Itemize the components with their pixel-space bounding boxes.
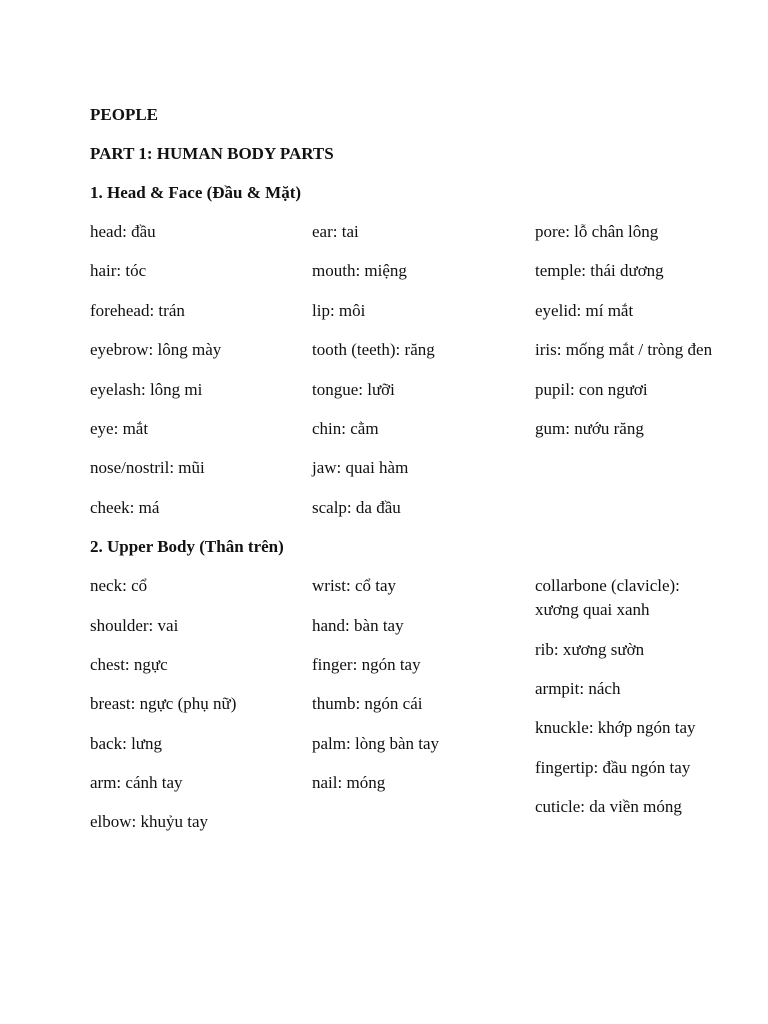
vocab-item: breast: ngực (phụ nữ): [90, 694, 237, 714]
vocab-item: eye: mắt: [90, 418, 149, 438]
vocab-column: [90, 220, 312, 535]
vocab-column: [90, 574, 312, 850]
vocab-grid-head-face: [90, 220, 730, 535]
vocab-column: [312, 220, 535, 535]
vocab-item: elbow: khuỷu tay: [90, 812, 209, 832]
vocab-item: hair: tóc: [90, 261, 147, 281]
vocab-item: jaw: quai hàm: [312, 458, 409, 478]
vocab-item: neck: cổ: [90, 576, 148, 596]
vocab-item: eyelash: lông mi: [90, 379, 203, 399]
vocab-item: collarbone (clavicle): xương quai xanh: [535, 576, 680, 620]
vocab-item: forehead: trán: [90, 300, 185, 320]
vocab-item: iris: mống mắt / tròng đen: [535, 340, 713, 360]
vocab-item: wrist: cổ tay: [312, 576, 397, 596]
vocab-column: [535, 574, 715, 834]
document-title: PEOPLE: [90, 105, 159, 124]
vocab-item: arm: cánh tay: [90, 773, 183, 793]
vocab-item: head: đầu: [90, 222, 156, 241]
vocab-item: palm: lòng bàn tay: [312, 733, 440, 753]
document-page: [90, 103, 730, 850]
part-title: PART 1: HUMAN BODY PARTS: [90, 144, 334, 163]
vocab-item: nail: móng: [312, 773, 386, 793]
vocab-item: lip: môi: [312, 300, 366, 320]
vocab-item: shoulder: vai: [90, 615, 179, 635]
vocab-item: chin: cằm: [312, 418, 379, 438]
vocab-item: back: lưng: [90, 733, 163, 753]
vocab-item: chest: ngực: [90, 654, 168, 674]
vocab-item: cheek: má: [90, 497, 160, 517]
vocab-item: eyelid: mí mắt: [535, 300, 634, 320]
vocab-grid-upper-body: [90, 574, 730, 850]
vocab-item: fingertip: đầu ngón tay: [535, 757, 691, 777]
vocab-item: rib: xương sườn: [535, 639, 645, 659]
vocab-item: tooth (teeth): răng: [312, 340, 435, 360]
vocab-item: thumb: ngón cái: [312, 694, 423, 714]
section-heading-upper-body: 2. Upper Body (Thân trên): [90, 537, 284, 557]
vocab-item: pupil: con ngươi: [535, 379, 648, 399]
vocab-column: [312, 574, 535, 810]
vocab-item: eyebrow: lông mày: [90, 340, 222, 360]
vocab-item: armpit: nách: [535, 678, 621, 698]
vocab-item: scalp: da đầu: [312, 497, 401, 517]
vocab-item: knuckle: khớp ngón tay: [535, 718, 696, 738]
vocab-item: gum: nướu răng: [535, 418, 644, 438]
vocab-item: cuticle: da viền móng: [535, 797, 682, 817]
vocab-item: finger: ngón tay: [312, 654, 421, 674]
vocab-item: temple: thái dương: [535, 261, 664, 281]
vocab-item: hand: bàn tay: [312, 615, 404, 635]
vocab-item: ear: tai: [312, 222, 359, 241]
section-heading-head-face: 1. Head & Face (Đầu & Mặt): [90, 183, 302, 202]
vocab-item: mouth: miệng: [312, 261, 407, 281]
vocab-item: tongue: lưỡi: [312, 379, 395, 399]
vocab-item: pore: lỗ chân lông: [535, 222, 659, 241]
vocab-item: nose/nostril: mũi: [90, 458, 205, 478]
vocab-column: [535, 220, 715, 456]
